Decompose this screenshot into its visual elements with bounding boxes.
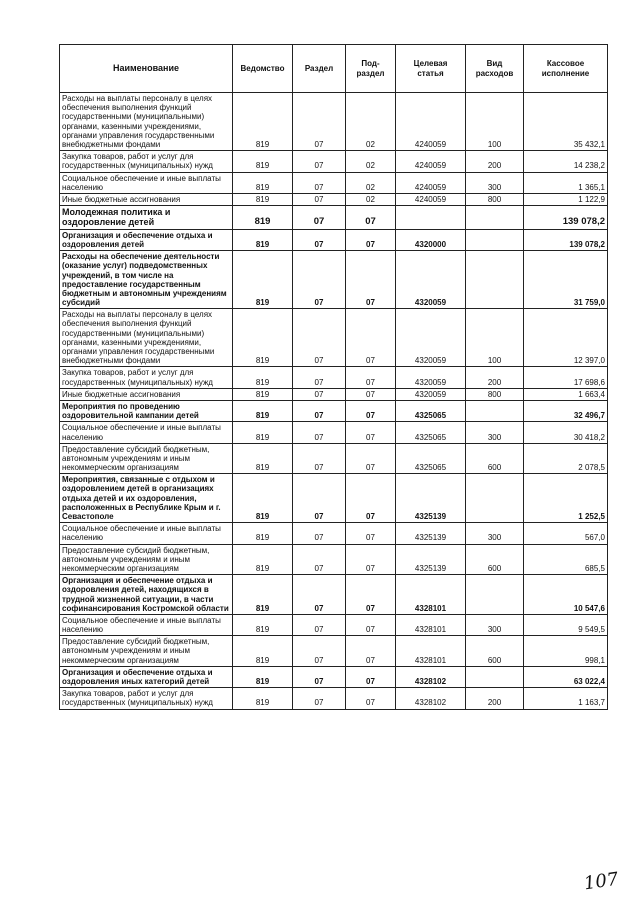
table-row (60, 151, 608, 172)
row-name-cell: Социальное обеспечение и иные выплаты населению (60, 172, 233, 193)
row-section-cell: 07 (293, 443, 346, 474)
row-section-cell: 07 (293, 309, 346, 367)
row-name-cell: Предоставление субсидий бюджетным, автономным учреждениям и иным некоммерческим организациям (60, 636, 233, 667)
row-dept-cell: 819 (233, 614, 293, 635)
row-subsection-cell: 07 (346, 229, 396, 250)
table-row (60, 93, 608, 151)
row-section-cell: 07 (293, 636, 346, 667)
row-name-cell: Иные бюджетные ассигнования (60, 193, 233, 205)
row-section-cell: 07 (293, 251, 346, 309)
row-type-cell: 300 (466, 422, 524, 443)
row-amount-cell: 9 549,5 (524, 614, 608, 635)
row-subsection-cell: 07 (346, 688, 396, 709)
row-type-cell: 300 (466, 172, 524, 193)
table-row (60, 688, 608, 709)
table-row (60, 309, 608, 367)
row-section-cell: 07 (293, 575, 346, 615)
header-target-article: Целевая статья (396, 45, 466, 93)
row-section-cell: 07 (293, 93, 346, 151)
table-row (60, 251, 608, 309)
row-target-cell: 4325139 (396, 474, 466, 523)
row-subsection-cell: 07 (346, 474, 396, 523)
table-row (60, 388, 608, 400)
row-target-cell: 4320059 (396, 251, 466, 309)
row-amount-cell: 30 418,2 (524, 422, 608, 443)
row-type-cell: 100 (466, 309, 524, 367)
table-row (60, 443, 608, 474)
page-number: 107 (582, 868, 620, 895)
row-target-cell: 4240059 (396, 151, 466, 172)
row-subsection-cell: 07 (346, 400, 396, 421)
row-subsection-cell: 02 (346, 193, 396, 205)
row-section-cell: 07 (293, 474, 346, 523)
row-amount-cell: 12 397,0 (524, 309, 608, 367)
header-section: Раздел (293, 45, 346, 93)
row-target-cell: 4320059 (396, 388, 466, 400)
row-amount-cell: 2 078,5 (524, 443, 608, 474)
row-target-cell: 4240059 (396, 93, 466, 151)
row-target-cell: 4328102 (396, 666, 466, 687)
row-type-cell (466, 666, 524, 687)
row-type-cell: 200 (466, 151, 524, 172)
row-target-cell: 4328101 (396, 636, 466, 667)
row-amount-cell: 567,0 (524, 523, 608, 544)
table-row (60, 666, 608, 687)
row-subsection-cell: 07 (346, 523, 396, 544)
row-section-cell: 07 (293, 544, 346, 575)
row-dept-cell: 819 (233, 93, 293, 151)
row-dept-cell: 819 (233, 575, 293, 615)
row-amount-cell: 31 759,0 (524, 251, 608, 309)
row-name-cell: Социальное обеспечение и иные выплаты населению (60, 614, 233, 635)
row-subsection-cell: 07 (346, 575, 396, 615)
table-header-row (60, 45, 608, 93)
header-dept: Ведомство (233, 45, 293, 93)
row-subsection-cell: 07 (346, 367, 396, 388)
row-amount-cell: 14 238,2 (524, 151, 608, 172)
row-amount-cell: 685,5 (524, 544, 608, 575)
row-target-cell: 4328101 (396, 614, 466, 635)
header-cash-execution: Кассовое исполнение (524, 45, 608, 93)
row-name-cell: Иные бюджетные ассигнования (60, 388, 233, 400)
table-row (60, 206, 608, 230)
row-amount-cell: 998,1 (524, 636, 608, 667)
row-type-cell (466, 400, 524, 421)
row-name-cell: Предоставление субсидий бюджетным, автономным учреждениям и иным некоммерческим организациям (60, 544, 233, 575)
row-dept-cell: 819 (233, 251, 293, 309)
row-dept-cell: 819 (233, 474, 293, 523)
row-type-cell: 200 (466, 688, 524, 709)
table-row (60, 575, 608, 615)
row-subsection-cell: 07 (346, 636, 396, 667)
table-row (60, 636, 608, 667)
header-name: Наименование (60, 45, 233, 93)
row-target-cell: 4240059 (396, 193, 466, 205)
row-target-cell: 4320059 (396, 309, 466, 367)
row-type-cell: 800 (466, 193, 524, 205)
row-name-cell: Расходы на обеспечение деятельности (оказание услуг) подведомственных учреждений, в том числе на предоставление государственным бюджетным и автономным учреждениям субсидий (60, 251, 233, 309)
row-type-cell (466, 251, 524, 309)
row-name-cell: Расходы на выплаты персоналу в целях обеспечения выполнения функций государственными (муниципальными) органами, казенными учреждениями, органами управления государственными внебюджетными фондами (60, 93, 233, 151)
row-subsection-cell: 07 (346, 666, 396, 687)
row-target-cell: 4320059 (396, 367, 466, 388)
row-dept-cell: 819 (233, 688, 293, 709)
row-target-cell: 4325139 (396, 523, 466, 544)
row-section-cell: 07 (293, 367, 346, 388)
row-section-cell: 07 (293, 229, 346, 250)
row-type-cell (466, 474, 524, 523)
row-dept-cell: 819 (233, 229, 293, 250)
row-dept-cell: 819 (233, 636, 293, 667)
row-type-cell (466, 206, 524, 230)
header-subsection: Под- раздел (346, 45, 396, 93)
table-row (60, 544, 608, 575)
row-type-cell (466, 229, 524, 250)
row-name-cell: Социальное обеспечение и иные выплаты населению (60, 523, 233, 544)
row-name-cell: Мероприятия по проведению оздоровительной кампании детей (60, 400, 233, 421)
budget-table (59, 44, 608, 710)
table-row (60, 523, 608, 544)
row-amount-cell: 139 078,2 (524, 229, 608, 250)
table-row (60, 400, 608, 421)
row-section-cell: 07 (293, 388, 346, 400)
row-name-cell: Мероприятия, связанные с отдыхом и оздоровлением детей в организациях отдыха детей и их оздоровления, расположенных в Республике Крым и г. Севастополе (60, 474, 233, 523)
row-subsection-cell: 07 (346, 309, 396, 367)
row-amount-cell: 1 365,1 (524, 172, 608, 193)
row-dept-cell: 819 (233, 544, 293, 575)
row-dept-cell: 819 (233, 400, 293, 421)
row-name-cell: Предоставление субсидий бюджетным, автономным учреждениям и иным некоммерческим организациям (60, 443, 233, 474)
row-section-cell: 07 (293, 422, 346, 443)
table-row (60, 229, 608, 250)
row-name-cell: Организация и обеспечение отдыха и оздоровления детей (60, 229, 233, 250)
row-amount-cell: 1 663,4 (524, 388, 608, 400)
header-expense-type: Вид расходов (466, 45, 524, 93)
row-subsection-cell: 07 (346, 388, 396, 400)
table-row (60, 422, 608, 443)
row-type-cell: 600 (466, 443, 524, 474)
row-target-cell: 4328101 (396, 575, 466, 615)
row-dept-cell: 819 (233, 388, 293, 400)
row-name-cell: Закупка товаров, работ и услуг для государственных (муниципальных) нужд (60, 688, 233, 709)
row-amount-cell: 63 022,4 (524, 666, 608, 687)
row-name-cell: Организация и обеспечение отдыха и оздоровления детей, находящихся в трудной жизненной ситуации, в части софинансирования Костромской области (60, 575, 233, 615)
row-amount-cell: 32 496,7 (524, 400, 608, 421)
row-amount-cell: 1 252,5 (524, 474, 608, 523)
row-target-cell: 4325139 (396, 544, 466, 575)
row-subsection-cell: 07 (346, 614, 396, 635)
row-subsection-cell: 07 (346, 544, 396, 575)
row-target-cell: 4325065 (396, 400, 466, 421)
row-dept-cell: 819 (233, 151, 293, 172)
table-body (60, 93, 608, 710)
row-name-cell: Организация и обеспечение отдыха и оздоровления иных категорий детей (60, 666, 233, 687)
row-target-cell: 4240059 (396, 172, 466, 193)
row-target-cell: 4325065 (396, 422, 466, 443)
row-dept-cell: 819 (233, 422, 293, 443)
row-target-cell (396, 206, 466, 230)
row-name-cell: Социальное обеспечение и иные выплаты населению (60, 422, 233, 443)
row-section-cell: 07 (293, 151, 346, 172)
row-dept-cell: 819 (233, 172, 293, 193)
row-type-cell: 800 (466, 388, 524, 400)
row-section-cell: 07 (293, 614, 346, 635)
row-type-cell (466, 575, 524, 615)
row-target-cell: 4320000 (396, 229, 466, 250)
row-dept-cell: 819 (233, 206, 293, 230)
row-amount-cell: 1 163,7 (524, 688, 608, 709)
row-amount-cell: 1 122,9 (524, 193, 608, 205)
row-dept-cell: 819 (233, 309, 293, 367)
row-name-cell: Закупка товаров, работ и услуг для государственных (муниципальных) нужд (60, 367, 233, 388)
row-dept-cell: 819 (233, 193, 293, 205)
row-subsection-cell: 02 (346, 93, 396, 151)
row-dept-cell: 819 (233, 367, 293, 388)
row-amount-cell: 35 432,1 (524, 93, 608, 151)
row-name-cell: Закупка товаров, работ и услуг для государственных (муниципальных) нужд (60, 151, 233, 172)
row-dept-cell: 819 (233, 523, 293, 544)
row-target-cell: 4328102 (396, 688, 466, 709)
row-section-cell: 07 (293, 688, 346, 709)
row-dept-cell: 819 (233, 443, 293, 474)
row-dept-cell: 819 (233, 666, 293, 687)
row-subsection-cell: 07 (346, 206, 396, 230)
table-row (60, 367, 608, 388)
row-type-cell: 600 (466, 636, 524, 667)
row-section-cell: 07 (293, 523, 346, 544)
table-row (60, 172, 608, 193)
row-type-cell: 100 (466, 93, 524, 151)
row-target-cell: 4325065 (396, 443, 466, 474)
table-row (60, 614, 608, 635)
row-type-cell: 200 (466, 367, 524, 388)
row-section-cell: 07 (293, 172, 346, 193)
row-section-cell: 07 (293, 666, 346, 687)
row-section-cell: 07 (293, 400, 346, 421)
table-row (60, 193, 608, 205)
row-type-cell: 600 (466, 544, 524, 575)
row-section-cell: 07 (293, 206, 346, 230)
row-type-cell: 300 (466, 614, 524, 635)
row-subsection-cell: 02 (346, 172, 396, 193)
row-subsection-cell: 07 (346, 443, 396, 474)
row-name-cell: Молодежная политика и оздоровление детей (60, 206, 233, 230)
row-section-cell: 07 (293, 193, 346, 205)
row-type-cell: 300 (466, 523, 524, 544)
row-amount-cell: 17 698,6 (524, 367, 608, 388)
row-amount-cell: 10 547,6 (524, 575, 608, 615)
row-subsection-cell: 07 (346, 251, 396, 309)
row-amount-cell: 139 078,2 (524, 206, 608, 230)
row-subsection-cell: 07 (346, 422, 396, 443)
row-subsection-cell: 02 (346, 151, 396, 172)
table-row (60, 474, 608, 523)
row-name-cell: Расходы на выплаты персоналу в целях обеспечения выполнения функций государственными (муниципальными) органами, казенными учреждениями, органами управления государственными внебюджетными фондами (60, 309, 233, 367)
